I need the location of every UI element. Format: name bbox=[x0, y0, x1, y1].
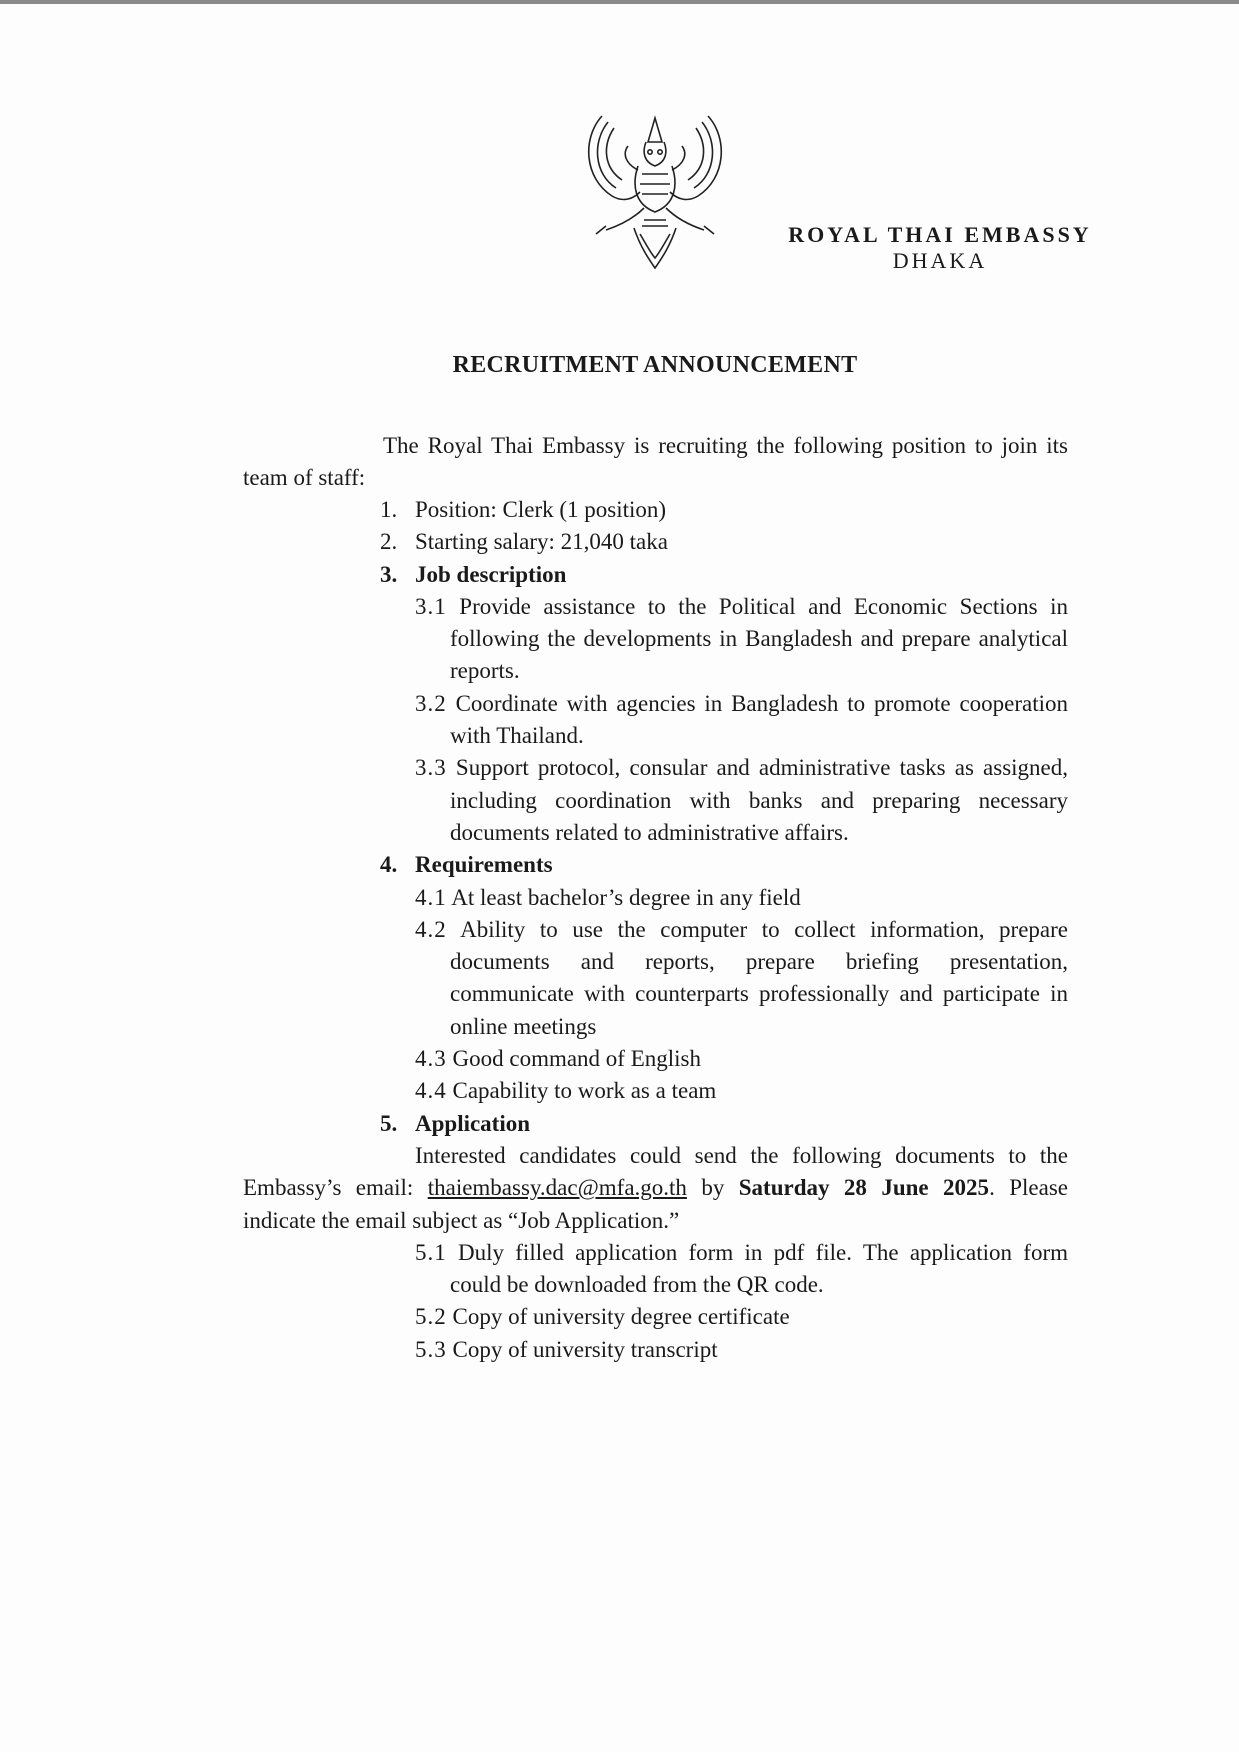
list-text: Starting salary: 21,040 taka bbox=[415, 529, 668, 555]
sub-item-5-3 bbox=[243, 1334, 1068, 1366]
sub-item-3-1 bbox=[243, 591, 1068, 688]
sub-text: Duly filled application form in pdf file. The application form could be downloaded from the QR code. bbox=[450, 1239, 1068, 1298]
sub-number: 5.1 bbox=[415, 1239, 447, 1265]
email-link[interactable]: thaiembassy.dac@mfa.go.th bbox=[427, 1175, 687, 1201]
list-item-position bbox=[243, 494, 1068, 526]
sub-item-4-4 bbox=[243, 1075, 1068, 1107]
sub-number: 4.3 bbox=[415, 1046, 447, 1072]
application-deadline: Saturday 28 June 2025 bbox=[738, 1175, 990, 1201]
section-heading-application bbox=[243, 1108, 1068, 1140]
sub-text: Copy of university transcript bbox=[452, 1336, 718, 1362]
sub-text: Coordinate with agencies in Bangladesh to promote cooperation with Thailand. bbox=[450, 690, 1069, 749]
application-paragraph bbox=[243, 1140, 1068, 1237]
sub-item-4-2 bbox=[243, 914, 1068, 1043]
garuda-emblem-icon bbox=[582, 108, 728, 276]
sub-item-3-2 bbox=[243, 688, 1068, 753]
sub-number: 3.1 bbox=[415, 593, 447, 619]
sub-number: 5.3 bbox=[415, 1336, 447, 1362]
sub-item-5-1 bbox=[243, 1237, 1068, 1302]
sub-text: At least bachelor’s degree in any field bbox=[451, 884, 801, 910]
sub-item-4-3 bbox=[243, 1043, 1068, 1075]
list-text: Position: Clerk (1 position) bbox=[415, 497, 667, 522]
sub-number: 3.3 bbox=[415, 755, 447, 781]
sub-item-3-3 bbox=[243, 752, 1068, 849]
announcement-list bbox=[243, 494, 1068, 1366]
sub-item-5-2 bbox=[243, 1301, 1068, 1333]
list-text: Application bbox=[415, 1110, 531, 1136]
application-text-2: by bbox=[686, 1175, 739, 1201]
list-number: 3. bbox=[380, 561, 398, 587]
list-item-salary bbox=[243, 526, 1068, 558]
sub-number: 4.2 bbox=[415, 916, 447, 942]
list-number: 1. bbox=[380, 497, 398, 522]
sub-text: Provide assistance to the Political and Economic Sections in following the developments in Bangladesh and prepare analytical reports. bbox=[450, 593, 1069, 684]
list-number: 2. bbox=[380, 529, 398, 555]
sub-item-4-1 bbox=[243, 882, 1068, 914]
sub-number: 3.2 bbox=[415, 690, 447, 716]
scan-edge bbox=[0, 0, 1239, 4]
intro-paragraph: The Royal Thai Embassy is recruiting the following position to join its team of staff: bbox=[243, 433, 1068, 491]
sub-text: Capability to work as a team bbox=[452, 1078, 717, 1104]
sub-text: Copy of university degree certificate bbox=[452, 1304, 790, 1330]
sub-text: Good command of English bbox=[452, 1046, 701, 1072]
sub-text: Support protocol, consular and administrative tasks as assigned, including coordination with banks and preparing necessary documents related to administrative affairs. bbox=[450, 755, 1069, 845]
page-title: RECRUITMENT ANNOUNCEMENT bbox=[452, 352, 858, 378]
sub-number: 5.2 bbox=[415, 1304, 447, 1330]
list-number: 4. bbox=[380, 852, 398, 878]
application-text-1: Interested candidates could send the following documents to the Embassy’s email: bbox=[243, 1142, 1068, 1201]
section-heading-requirements bbox=[243, 849, 1068, 881]
section-heading-job-description bbox=[243, 559, 1068, 591]
list-text: Job description bbox=[415, 561, 567, 587]
embassy-name-line2: DHAKA bbox=[892, 248, 988, 273]
list-text: Requirements bbox=[415, 852, 553, 878]
embassy-name-line1: ROYAL THAI EMBASSY bbox=[788, 222, 1092, 247]
sub-text: Ability to use the computer to collect information, prepare documents and reports, prepare briefing presentation, communicate with counterparts professionally and participate in online meetings bbox=[450, 916, 1068, 1039]
sub-number: 4.1 bbox=[415, 884, 447, 910]
list-number: 5. bbox=[380, 1110, 398, 1136]
embassy-name bbox=[780, 222, 1100, 274]
sub-number: 4.4 bbox=[415, 1078, 447, 1104]
application-text-3: . Please indicate the email subject as “Job Application.” bbox=[243, 1175, 1068, 1233]
